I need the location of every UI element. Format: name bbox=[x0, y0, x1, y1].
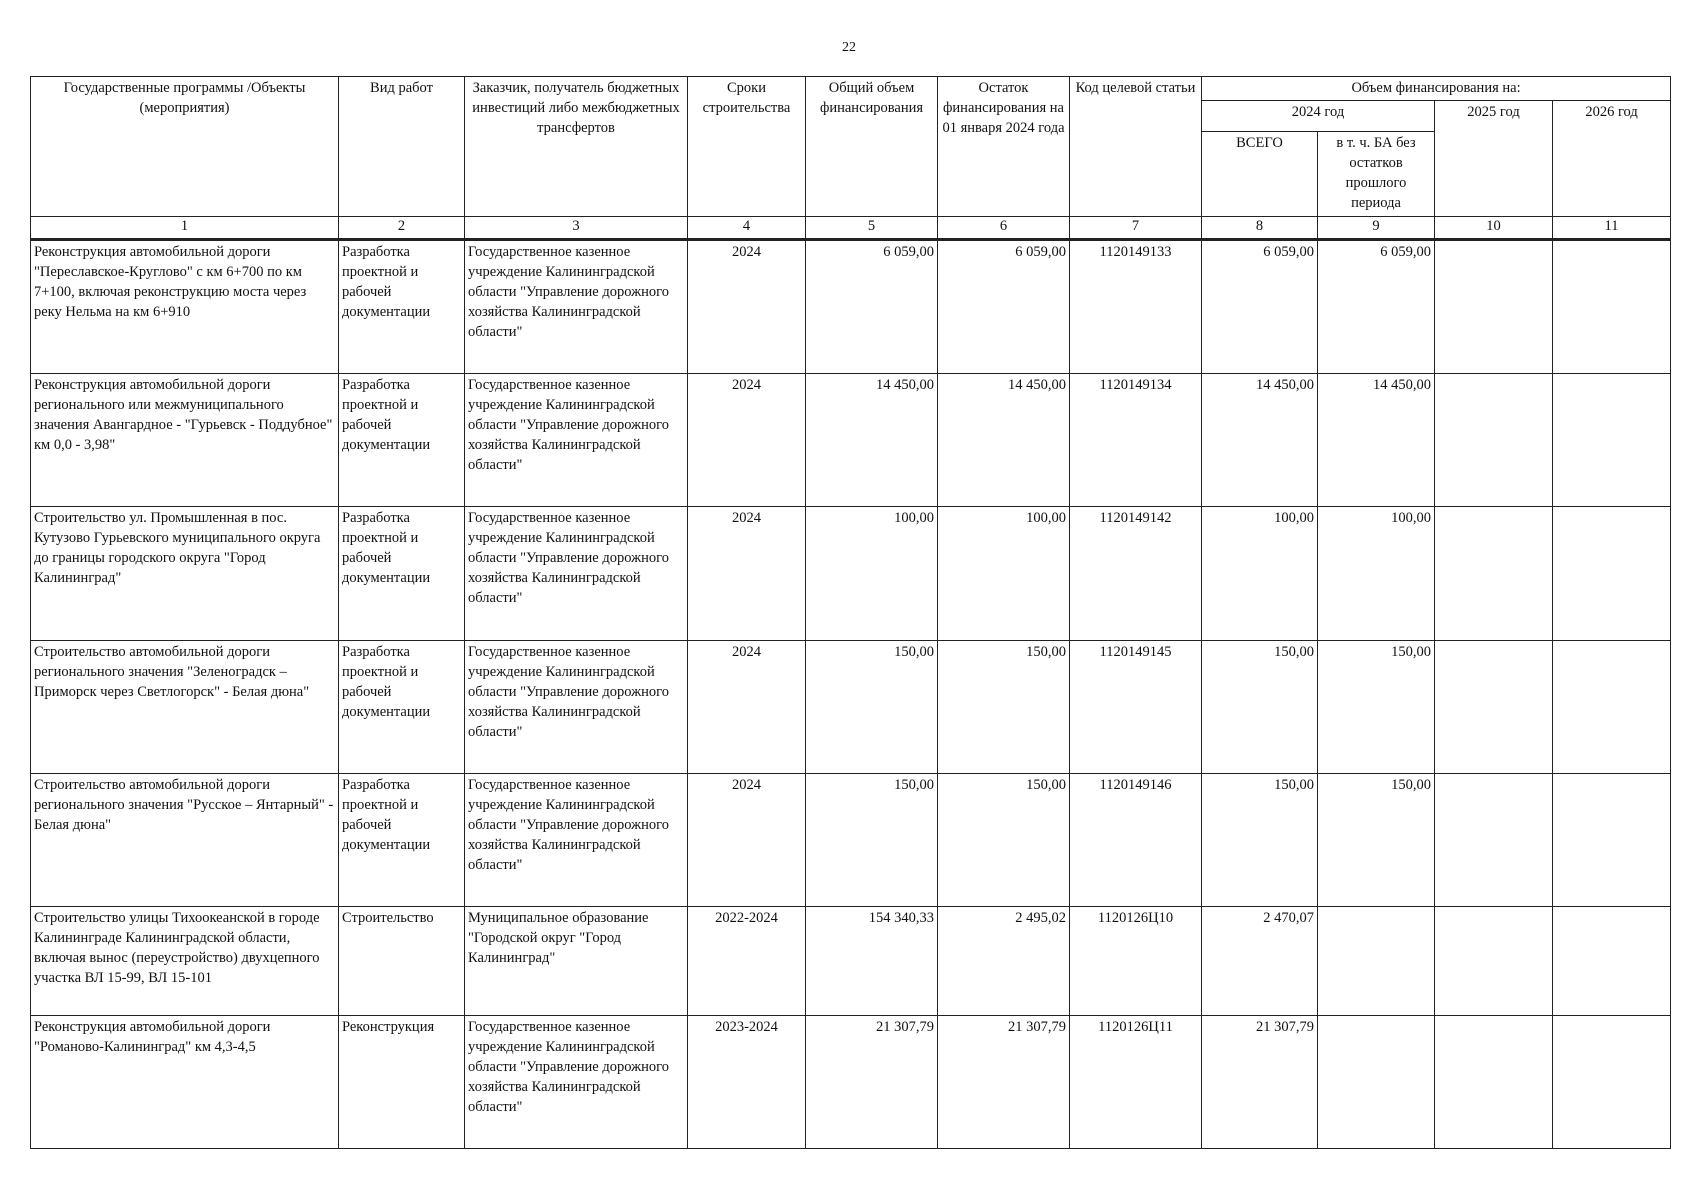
target-code: 1120149142 bbox=[1070, 507, 1202, 640]
total-funding: 100,00 bbox=[806, 507, 938, 640]
column-number: 1 bbox=[31, 217, 339, 240]
funding-2024-ba bbox=[1318, 1015, 1435, 1148]
funding-table bbox=[30, 76, 1671, 1149]
funding-2024-ba: 150,00 bbox=[1318, 640, 1435, 773]
total-funding: 154 340,33 bbox=[806, 907, 938, 1016]
object-name: Строительство ул. Промышленная в пос. Кутузово Гурьевского муниципального округа до границы городского округа "Город Калининград" bbox=[31, 507, 339, 640]
header-funding-group: Объем финансирования на: bbox=[1202, 77, 1671, 101]
header-code: Код целевой статьи bbox=[1070, 77, 1202, 217]
work-type: Реконструкция bbox=[339, 1015, 465, 1148]
construction-period: 2023-2024 bbox=[688, 1015, 806, 1148]
object-name: Строительство автомобильной дороги регионального значения "Зеленоградск – Приморск через Светлогорск" - Белая дюна" bbox=[31, 640, 339, 773]
target-code: 1120126Ц11 bbox=[1070, 1015, 1202, 1148]
table-row bbox=[31, 1015, 1671, 1148]
header-work-type: Вид работ bbox=[339, 77, 465, 217]
total-funding: 150,00 bbox=[806, 640, 938, 773]
object-name: Строительство автомобильной дороги регионального значения "Русское – Янтарный" - Белая дюна" bbox=[31, 773, 339, 906]
column-number: 8 bbox=[1202, 217, 1318, 240]
funding-2024-total: 2 470,07 bbox=[1202, 907, 1318, 1016]
funding-2026 bbox=[1553, 1015, 1671, 1148]
funding-2024-ba: 100,00 bbox=[1318, 507, 1435, 640]
column-number: 2 bbox=[339, 217, 465, 240]
construction-period: 2024 bbox=[688, 640, 806, 773]
column-number: 5 bbox=[806, 217, 938, 240]
column-number: 4 bbox=[688, 217, 806, 240]
remaining-funding: 100,00 bbox=[938, 507, 1070, 640]
header-2024-ba: в т. ч. БА без остатков прошлого периода bbox=[1318, 132, 1435, 217]
funding-2025 bbox=[1435, 507, 1553, 640]
work-type: Разработка проектной и рабочей документации bbox=[339, 773, 465, 906]
work-type: Разработка проектной и рабочей документации bbox=[339, 239, 465, 373]
page-number: 22 bbox=[842, 40, 856, 55]
header-2024-total: ВСЕГО bbox=[1202, 132, 1318, 217]
total-funding: 21 307,79 bbox=[806, 1015, 938, 1148]
funding-2024-total: 6 059,00 bbox=[1202, 239, 1318, 373]
total-funding: 150,00 bbox=[806, 773, 938, 906]
total-funding: 6 059,00 bbox=[806, 239, 938, 373]
target-code: 1120149146 bbox=[1070, 773, 1202, 906]
customer: Муниципальное образование "Городской округ "Город Калининград" bbox=[465, 907, 688, 1016]
funding-2024-ba: 150,00 bbox=[1318, 773, 1435, 906]
header-customer: Заказчик, получатель бюджетных инвестиций либо межбюджетных трансфертов bbox=[465, 77, 688, 217]
target-code: 1120149145 bbox=[1070, 640, 1202, 773]
table-row bbox=[31, 907, 1671, 1016]
remaining-funding: 6 059,00 bbox=[938, 239, 1070, 373]
work-type: Строительство bbox=[339, 907, 465, 1016]
funding-2026 bbox=[1553, 239, 1671, 373]
column-number: 7 bbox=[1070, 217, 1202, 240]
header-year-2024: 2024 год bbox=[1202, 100, 1435, 132]
funding-2026 bbox=[1553, 507, 1671, 640]
target-code: 1120149133 bbox=[1070, 239, 1202, 373]
header-year-2025: 2025 год bbox=[1435, 100, 1553, 217]
column-number: 3 bbox=[465, 217, 688, 240]
funding-2024-total: 21 307,79 bbox=[1202, 1015, 1318, 1148]
column-number: 10 bbox=[1435, 217, 1553, 240]
remaining-funding: 14 450,00 bbox=[938, 374, 1070, 507]
remaining-funding: 150,00 bbox=[938, 640, 1070, 773]
table-row bbox=[31, 507, 1671, 640]
header-objects: Государственные программы /Объекты (мероприятия) bbox=[31, 77, 339, 217]
remaining-funding: 150,00 bbox=[938, 773, 1070, 906]
work-type: Разработка проектной и рабочей документации bbox=[339, 507, 465, 640]
funding-2024-ba: 6 059,00 bbox=[1318, 239, 1435, 373]
funding-2025 bbox=[1435, 640, 1553, 773]
table-row bbox=[31, 640, 1671, 773]
remaining-funding: 21 307,79 bbox=[938, 1015, 1070, 1148]
total-funding: 14 450,00 bbox=[806, 374, 938, 507]
target-code: 1120149134 bbox=[1070, 374, 1202, 507]
funding-2025 bbox=[1435, 1015, 1553, 1148]
customer: Государственное казенное учреждение Калининградской области "Управление дорожного хозяйства Калининградской области" bbox=[465, 239, 688, 373]
column-number: 9 bbox=[1318, 217, 1435, 240]
column-number-row bbox=[31, 217, 1671, 240]
funding-2024-ba bbox=[1318, 907, 1435, 1016]
work-type: Разработка проектной и рабочей документации bbox=[339, 374, 465, 507]
table-row bbox=[31, 773, 1671, 906]
construction-period: 2022-2024 bbox=[688, 907, 806, 1016]
construction-period: 2024 bbox=[688, 773, 806, 906]
target-code: 1120126Ц10 bbox=[1070, 907, 1202, 1016]
funding-2025 bbox=[1435, 239, 1553, 373]
construction-period: 2024 bbox=[688, 374, 806, 507]
funding-2024-total: 14 450,00 bbox=[1202, 374, 1318, 507]
object-name: Реконструкция автомобильной дороги регионального или межмуниципального значения Авангардное - "Гурьевск - Поддубное" км 0,0 - 3,98" bbox=[31, 374, 339, 507]
column-number: 11 bbox=[1553, 217, 1671, 240]
funding-2025 bbox=[1435, 773, 1553, 906]
object-name: Реконструкция автомобильной дороги "Романово-Калининград" км 4,3-4,5 bbox=[31, 1015, 339, 1148]
funding-2024-total: 150,00 bbox=[1202, 640, 1318, 773]
funding-2025 bbox=[1435, 907, 1553, 1016]
customer: Государственное казенное учреждение Калининградской области "Управление дорожного хозяйства Калининградской области" bbox=[465, 507, 688, 640]
object-name: Реконструкция автомобильной дороги "Переславское-Круглово" с км 6+700 по км 7+100, включая реконструкцию моста через реку Нельма на км 6+910 bbox=[31, 239, 339, 373]
funding-2025 bbox=[1435, 374, 1553, 507]
customer: Государственное казенное учреждение Калининградской области "Управление дорожного хозяйства Калининградской области" bbox=[465, 1015, 688, 1148]
header-total-funding: Общий объем финансирования bbox=[806, 77, 938, 217]
construction-period: 2024 bbox=[688, 239, 806, 373]
construction-period: 2024 bbox=[688, 507, 806, 640]
table-row bbox=[31, 239, 1671, 373]
funding-2024-total: 150,00 bbox=[1202, 773, 1318, 906]
customer: Государственное казенное учреждение Калининградской области "Управление дорожного хозяйства Калининградской области" bbox=[465, 640, 688, 773]
header-period: Сроки строительства bbox=[688, 77, 806, 217]
funding-2026 bbox=[1553, 640, 1671, 773]
customer: Государственное казенное учреждение Калининградской области "Управление дорожного хозяйства Калининградской области" bbox=[465, 773, 688, 906]
funding-2024-ba: 14 450,00 bbox=[1318, 374, 1435, 507]
funding-2024-total: 100,00 bbox=[1202, 507, 1318, 640]
column-number: 6 bbox=[938, 217, 1070, 240]
customer: Государственное казенное учреждение Калининградской области "Управление дорожного хозяйства Калининградской области" bbox=[465, 374, 688, 507]
object-name: Строительство улицы Тихоокеанской в городе Калининграде Калининградской области, включая вынос (переустройство) двухцепного участка ВЛ 15-99, ВЛ 15-101 bbox=[31, 907, 339, 1016]
table-row bbox=[31, 374, 1671, 507]
funding-2026 bbox=[1553, 374, 1671, 507]
remaining-funding: 2 495,02 bbox=[938, 907, 1070, 1016]
work-type: Разработка проектной и рабочей документации bbox=[339, 640, 465, 773]
header-remaining: Остаток финансирования на 01 января 2024 года bbox=[938, 77, 1070, 217]
funding-2026 bbox=[1553, 907, 1671, 1016]
funding-2026 bbox=[1553, 773, 1671, 906]
header-year-2026: 2026 год bbox=[1553, 100, 1671, 217]
